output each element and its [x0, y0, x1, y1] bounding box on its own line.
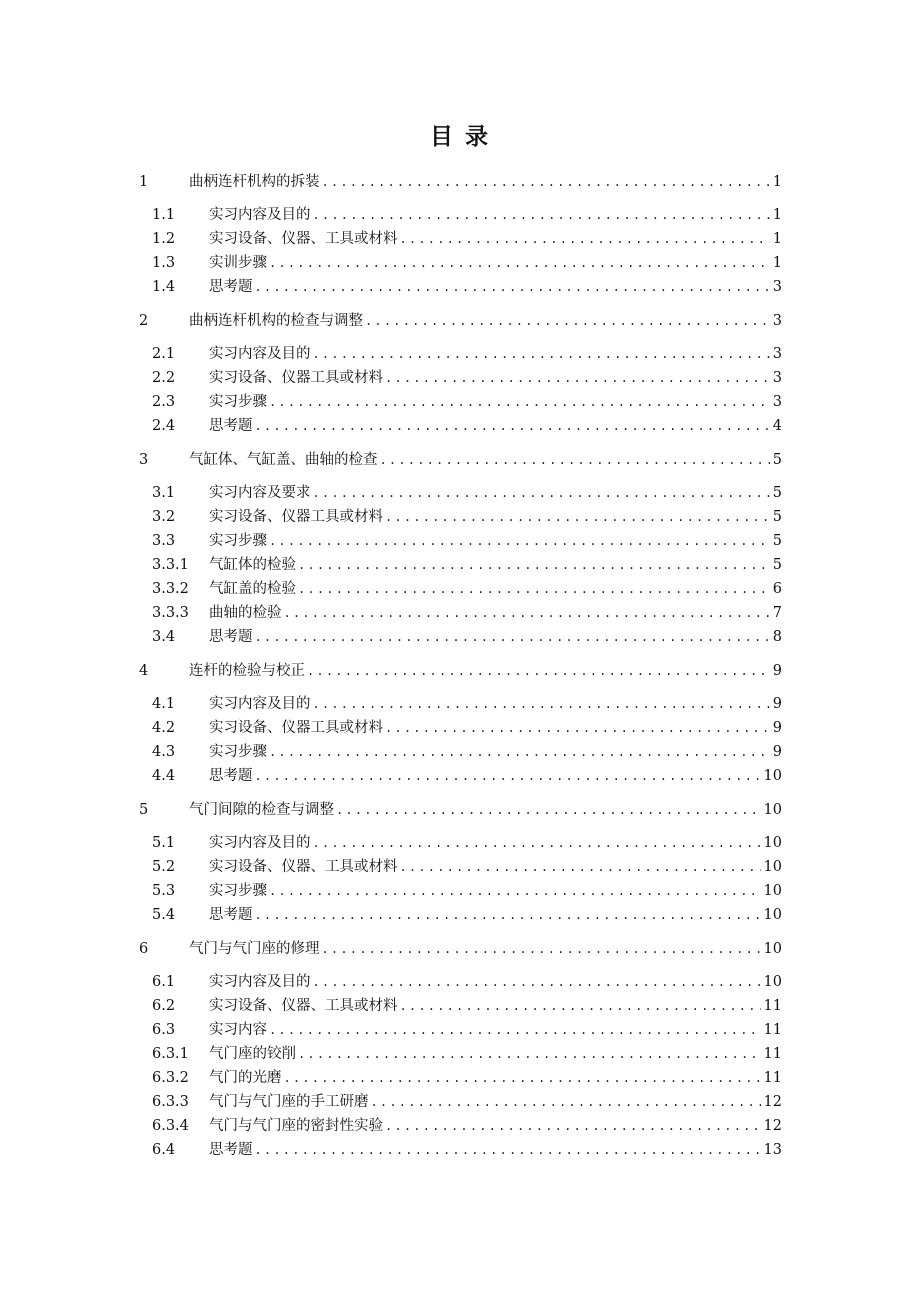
toc-entry[interactable]: [152, 228, 782, 250]
toc-entry-number: 3.4: [152, 629, 176, 645]
toc-entry-title: 实习设备、仪器、工具或材料: [209, 859, 398, 875]
toc-entry-page: 5: [772, 452, 782, 468]
toc-entry-title: 思考题: [209, 629, 253, 645]
toc-dot-leader: [400, 995, 761, 1017]
toc-dot-leader: [365, 310, 770, 332]
toc-entry-number: 5.4: [152, 907, 176, 923]
toc-entry-page: 1: [772, 255, 782, 271]
toc-entry-number: 3.3: [152, 533, 176, 549]
toc-entry[interactable]: [152, 1019, 782, 1041]
toc-entry-title: 实习设备、仪器工具或材料: [209, 509, 383, 525]
toc-entry[interactable]: [152, 1043, 782, 1065]
toc-entry-title: 实习设备、仪器、工具或材料: [209, 231, 398, 247]
toc-entry[interactable]: [152, 1139, 782, 1161]
toc-dot-leader: [313, 832, 761, 854]
toc-entry-number: 5: [139, 802, 149, 818]
toc-entry[interactable]: [152, 741, 782, 763]
toc-entry[interactable]: [152, 1067, 782, 1089]
toc-entry-page: 1: [772, 207, 782, 223]
toc-entry-title: 实习步骤: [209, 883, 267, 899]
toc-dot-leader: [400, 228, 770, 250]
toc-entry[interactable]: [139, 799, 782, 821]
toc-entry-title: 气门的光磨: [209, 1070, 282, 1086]
toc-entry[interactable]: [139, 449, 782, 471]
toc-entry-number: 3: [139, 452, 149, 468]
toc-entry-page: 11: [763, 998, 782, 1014]
toc-entry-title: 气门与气门座的手工研磨: [209, 1094, 369, 1110]
toc-entry-page: 1: [772, 174, 782, 190]
toc-entry-number: 1.3: [152, 255, 176, 271]
toc-entry-number: 4: [139, 663, 149, 679]
toc-entry-title: 气门间隙的检查与调整: [189, 802, 334, 818]
toc-entry-number: 6.3.1: [152, 1046, 189, 1062]
toc-entry-number: 2.3: [152, 394, 176, 410]
toc-entry-number: 6.1: [152, 974, 176, 990]
toc-dot-leader: [284, 1067, 761, 1089]
page-title: 目 录: [429, 123, 490, 150]
toc-entry[interactable]: [152, 578, 782, 600]
toc-entry-page: 1: [772, 231, 782, 247]
toc-entry-page: 7: [772, 605, 782, 621]
toc-entry-number: 6.4: [152, 1142, 176, 1158]
toc-dot-leader: [269, 741, 770, 763]
toc-entry-page: 10: [763, 907, 782, 923]
toc-entry-title: 气门座的铰削: [209, 1046, 296, 1062]
toc-entry-title: 思考题: [209, 768, 253, 784]
toc-entry[interactable]: [152, 904, 782, 926]
toc-entry-number: 2.4: [152, 418, 176, 434]
toc-entry-page: 5: [772, 485, 782, 501]
toc-entry-title: 实习内容及目的: [209, 835, 311, 851]
toc-entry[interactable]: [152, 252, 782, 274]
toc-entry-number: 3.3.1: [152, 557, 189, 573]
toc-dot-leader: [322, 171, 770, 193]
toc-dot-leader: [298, 1043, 761, 1065]
toc-dot-leader: [298, 578, 770, 600]
toc-entry-page: 9: [772, 696, 782, 712]
toc-entry-title: 实习内容及目的: [209, 974, 311, 990]
toc-dot-leader: [255, 415, 770, 437]
toc-entry[interactable]: [152, 506, 782, 528]
toc-entry[interactable]: [152, 343, 782, 365]
toc-dot-leader: [298, 554, 770, 576]
toc-entry-number: 1.1: [152, 207, 176, 223]
toc-dot-leader: [385, 506, 770, 528]
toc-entry-page: 3: [772, 394, 782, 410]
toc-entry-number: 5.3: [152, 883, 176, 899]
toc-entry-number: 2.2: [152, 370, 176, 386]
toc-entry-page: 5: [772, 509, 782, 525]
toc-entry[interactable]: [139, 310, 782, 332]
toc-entry-title: 实习内容: [209, 1022, 267, 1038]
toc-entry-page: 3: [772, 313, 782, 329]
toc-entry-page: 8: [772, 629, 782, 645]
toc-entry-page: 10: [763, 883, 782, 899]
toc-entry-number: 4.3: [152, 744, 176, 760]
toc-dot-leader: [269, 880, 761, 902]
toc-entry-page: 10: [763, 974, 782, 990]
toc-entry-title: 气缸盖的检验: [209, 581, 296, 597]
toc-entry[interactable]: [152, 482, 782, 504]
toc-entry-title: 实习步骤: [209, 394, 267, 410]
toc-entry-page: 11: [763, 1022, 782, 1038]
toc-entry-page: 3: [772, 346, 782, 362]
toc-entry-page: 12: [763, 1118, 782, 1134]
toc-dot-leader: [313, 971, 761, 993]
toc-entry-number: 4.2: [152, 720, 176, 736]
toc-entry-title: 气缸体、气缸盖、曲轴的检查: [189, 452, 378, 468]
toc-entry-number: 1.2: [152, 231, 176, 247]
toc-dot-leader: [313, 482, 770, 504]
toc-entry-page: 13: [763, 1142, 782, 1158]
toc-entry-title: 连杆的检验与校正: [189, 663, 305, 679]
toc-entry-number: 6.2: [152, 998, 176, 1014]
toc-dot-leader: [284, 602, 770, 624]
toc-entry-number: 3.3.2: [152, 581, 189, 597]
toc-entry-number: 6.3.3: [152, 1094, 189, 1110]
toc-entry-page: 10: [763, 802, 782, 818]
toc-dot-leader: [380, 449, 770, 471]
toc-entry-page: 5: [772, 557, 782, 573]
toc-entry-number: 3.3.3: [152, 605, 189, 621]
toc-entry[interactable]: [139, 660, 782, 682]
toc-entry-page: 4: [772, 418, 782, 434]
toc-entry-number: 2.1: [152, 346, 176, 362]
toc-entry-number: 5.1: [152, 835, 176, 851]
toc-dot-leader: [313, 343, 770, 365]
toc-entry-page: 3: [772, 370, 782, 386]
toc-entry-title: 气门与气门座的密封性实验: [209, 1118, 383, 1134]
toc-entry[interactable]: [152, 391, 782, 413]
toc-entry-title: 实习内容及要求: [209, 485, 311, 501]
toc-entry-page: 9: [772, 663, 782, 679]
toc-entry[interactable]: [152, 554, 782, 576]
toc-entry-page: 12: [763, 1094, 782, 1110]
toc-entry-title: 实习设备、仪器工具或材料: [209, 370, 383, 386]
toc-dot-leader: [307, 660, 770, 682]
toc-entry-number: 2: [139, 313, 149, 329]
toc-dot-leader: [269, 252, 770, 274]
toc-entry[interactable]: [152, 1091, 782, 1113]
toc-entry[interactable]: [152, 602, 782, 624]
toc-dot-leader: [255, 1139, 761, 1161]
toc-entry-number: 5.2: [152, 859, 176, 875]
toc-dot-leader: [255, 904, 761, 926]
toc-dot-leader: [269, 530, 770, 552]
toc-entry-title: 思考题: [209, 279, 253, 295]
toc-entry-title: 思考题: [209, 418, 253, 434]
toc-entry-page: 10: [763, 941, 782, 957]
toc-entry[interactable]: [152, 995, 782, 1017]
toc-entry[interactable]: [152, 971, 782, 993]
toc-entry[interactable]: [152, 204, 782, 226]
toc-entry-title: 思考题: [209, 1142, 253, 1158]
toc-dot-leader: [313, 693, 770, 715]
toc-entry[interactable]: [139, 938, 782, 960]
toc-entry-title: 实习内容及目的: [209, 346, 311, 362]
toc-dot-leader: [255, 765, 761, 787]
toc-entry[interactable]: [139, 171, 782, 193]
toc-entry-title: 实习设备、仪器工具或材料: [209, 720, 383, 736]
toc-dot-leader: [255, 276, 770, 298]
toc-dot-leader: [269, 391, 770, 413]
toc-entry-number: 6.3.2: [152, 1070, 189, 1086]
toc-dot-leader: [385, 717, 770, 739]
toc-entry-page: 10: [763, 835, 782, 851]
toc-entry-title: 气缸体的检验: [209, 557, 296, 573]
toc-entry-number: 3.2: [152, 509, 176, 525]
toc-entry[interactable]: [152, 415, 782, 437]
toc-entry-page: 6: [772, 581, 782, 597]
toc-entry-page: 3: [772, 279, 782, 295]
toc-entry-number: 6.3.4: [152, 1118, 189, 1134]
toc-dot-leader: [255, 626, 770, 648]
toc-entry-title: 思考题: [209, 907, 253, 923]
toc-entry-title: 实习步骤: [209, 533, 267, 549]
toc-entry[interactable]: [152, 1115, 782, 1137]
toc-dot-leader: [371, 1091, 761, 1113]
toc-entry[interactable]: [152, 367, 782, 389]
toc-entry-page: 11: [763, 1046, 782, 1062]
toc-entry[interactable]: [152, 832, 782, 854]
toc-entry-number: 3.1: [152, 485, 176, 501]
toc-entry-number: 6: [139, 941, 149, 957]
toc-dot-leader: [400, 856, 761, 878]
toc-entry-number: 4.4: [152, 768, 176, 784]
toc-entry[interactable]: [152, 880, 782, 902]
toc-entry-page: 10: [763, 859, 782, 875]
toc-entry[interactable]: [152, 717, 782, 739]
toc-dot-leader: [269, 1019, 761, 1041]
toc-entry-number: 6.3: [152, 1022, 176, 1038]
toc-entry-number: 1: [139, 174, 149, 190]
toc-dot-leader: [336, 799, 761, 821]
toc-entry-title: 曲轴的检验: [209, 605, 282, 621]
toc-entry[interactable]: [152, 276, 782, 298]
toc-entry[interactable]: [152, 765, 782, 787]
toc-entry-page: 5: [772, 533, 782, 549]
toc-entry-title: 实习内容及目的: [209, 696, 311, 712]
toc-entry-page: 11: [763, 1070, 782, 1086]
toc-entry-page: 10: [763, 768, 782, 784]
toc-entry-title: 气门与气门座的修理: [189, 941, 320, 957]
toc-entry-number: 4.1: [152, 696, 176, 712]
toc-entry-page: 9: [772, 720, 782, 736]
toc-dot-leader: [313, 204, 770, 226]
toc-entry-title: 实训步骤: [209, 255, 267, 271]
toc-entry[interactable]: [152, 626, 782, 648]
toc-entry-title: 曲柄连杆机构的拆装: [189, 174, 320, 190]
toc-dot-leader: [385, 1115, 761, 1137]
toc-dot-leader: [322, 938, 761, 960]
toc-entry-title: 曲柄连杆机构的检查与调整: [189, 313, 363, 329]
toc-entry-title: 实习步骤: [209, 744, 267, 760]
toc-dot-leader: [385, 367, 770, 389]
toc-entry[interactable]: [152, 693, 782, 715]
toc-entry[interactable]: [152, 530, 782, 552]
toc-entry[interactable]: [152, 856, 782, 878]
toc-entry-number: 1.4: [152, 279, 176, 295]
toc-entry-page: 9: [772, 744, 782, 760]
toc-entry-title: 实习设备、仪器、工具或材料: [209, 998, 398, 1014]
toc-entry-title: 实习内容及目的: [209, 207, 311, 223]
